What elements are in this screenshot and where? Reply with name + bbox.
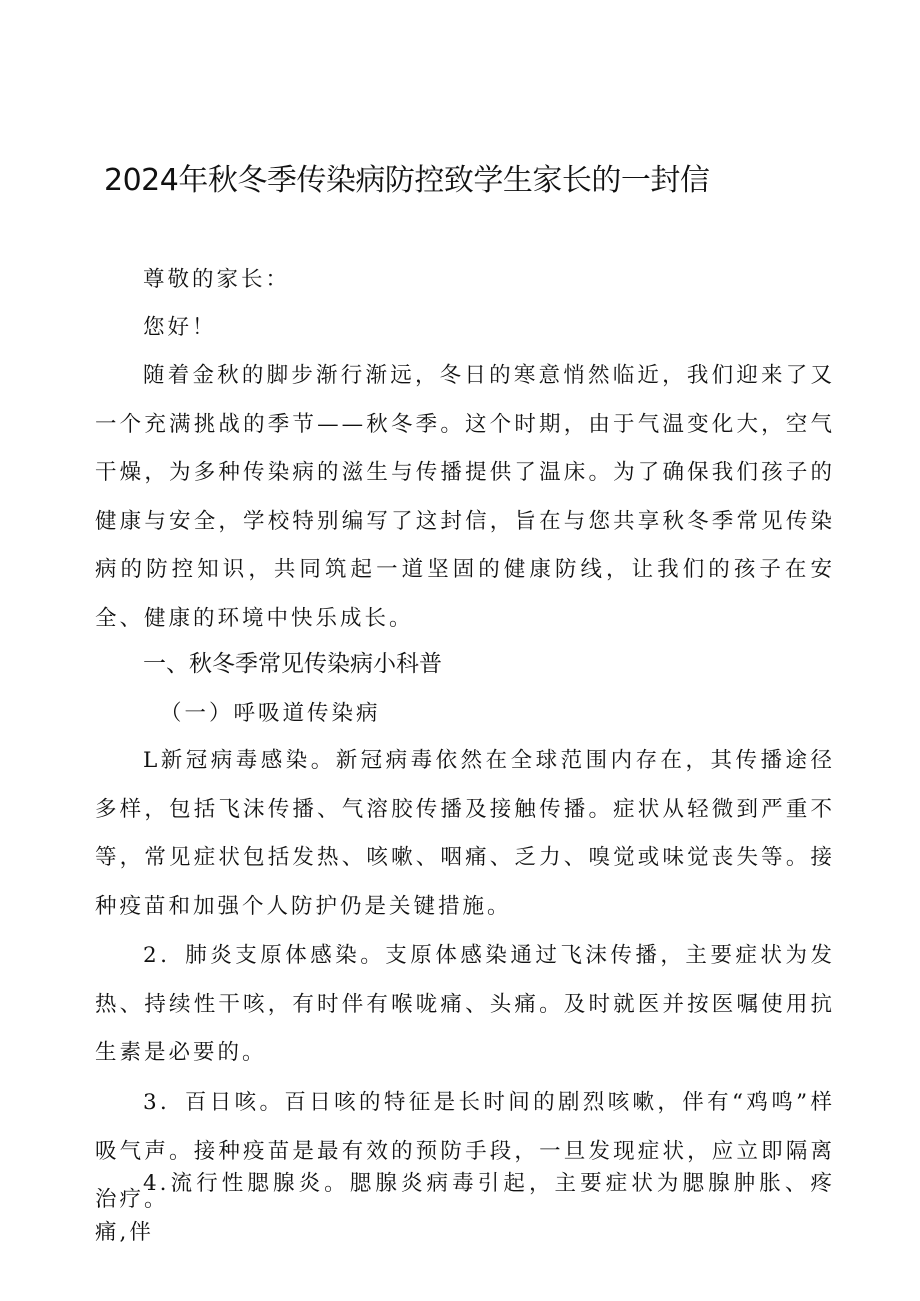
salutation: 尊敬的家长： bbox=[143, 267, 291, 292]
list-item-mycoplasma: 2．肺炎支原体感染。支原体感染通过飞沫传播，主要症状为发热、持续性干咳，有时伴有喉咙痛、头痛。及时就医并按医嘱使用抗生素是必要的。 bbox=[95, 943, 835, 1065]
intro-paragraph: 随着金秋的脚步渐行渐远，冬日的寒意悄然临近，我们迎来了又一个充满挑战的季节——秋冬季。这个时期，由于气温变化大，空气干燥，为多种传染病的滋生与传播提供了温床。为了确保我们孩子的健康与安全，学校特别编写了这封信，旨在与您共享秋冬季常见传染病的防控知识，共同筑起一道坚固的健康防线，让我们的孩子在安全、健康的环境中快乐成长。 bbox=[95, 363, 835, 631]
list-item-pertussis: 3．百日咳。百日咳的特征是长时间的剧烈咳嗽，伴有“鸡鸣”样吸气声。接种疫苗是最有效的预防手段，一旦发现症状，应立即隔离治疗。 bbox=[95, 1090, 835, 1212]
document-title: 2024年秋冬季传染病防控致学生家长的一封信 bbox=[104, 163, 710, 198]
list-item-mumps: 4.流行性腮腺炎。腮腺炎病毒引起，主要症状为腮腺肿胀、疼痛,伴 bbox=[95, 1171, 835, 1245]
section-heading: 一、秋冬季常见传染病小科普 bbox=[143, 651, 442, 677]
greeting: 您好！ bbox=[143, 315, 217, 340]
subsection-heading: （一）呼吸道传染病 bbox=[160, 701, 381, 726]
list-item-covid: L新冠病毒感染。新冠病毒依然在全球范围内存在，其传播途径多样，包括飞沫传播、气溶胶传播及接触传播。症状从轻微到严重不等，常见症状包括发热、咳嗽、咽痛、乏力、嗅觉或味觉丧失等。接种疫苗和加强个人防护仍是关键措施。 bbox=[95, 748, 835, 919]
